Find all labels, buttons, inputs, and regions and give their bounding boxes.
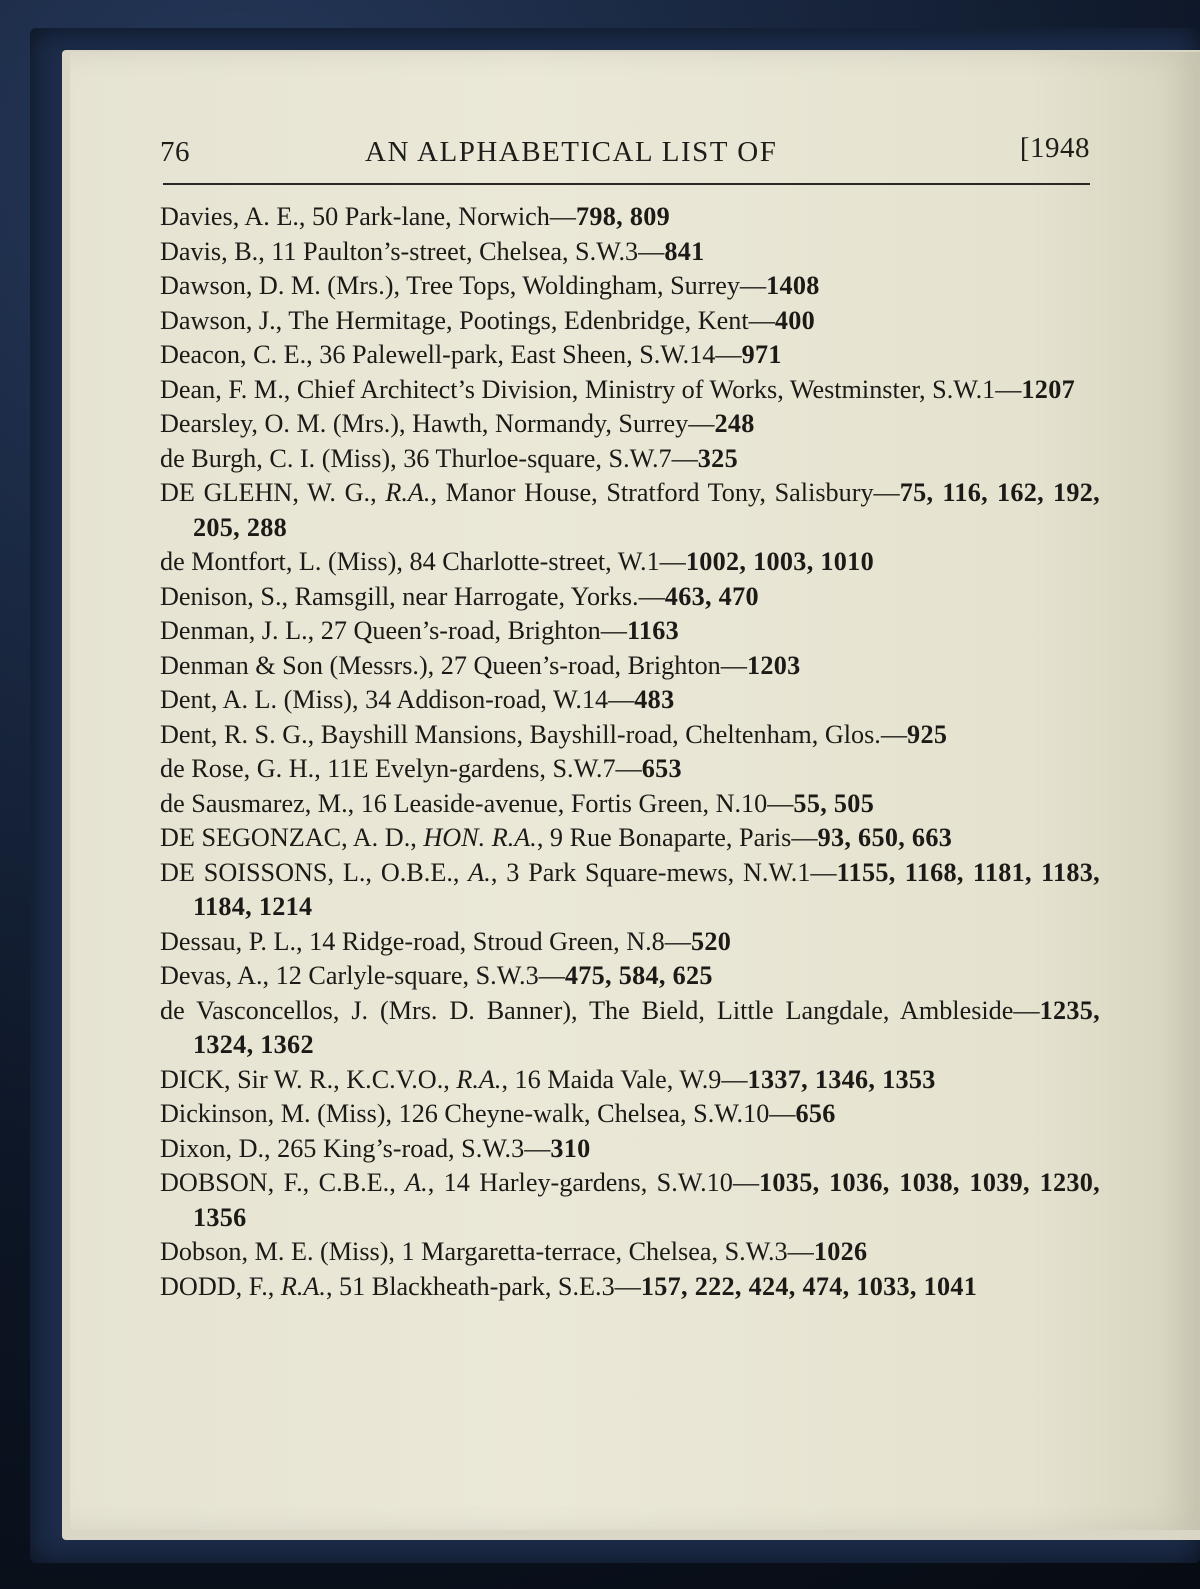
entry-name-address: DOBSON, F., C.B.E., <box>160 1168 406 1197</box>
list-item <box>160 959 1100 994</box>
entry-address: , 16 Maida Vale, W.9— <box>501 1064 748 1094</box>
entry-catalogue-numbers: 520 <box>690 926 732 956</box>
entry-name-address: Denman & Son (Messrs.), 27 Queen’s-road, Brighton— <box>160 650 747 680</box>
entry-name-address: Denman, J. L., 27 Queen’s-road, Brighton— <box>160 616 627 645</box>
list-item <box>160 545 1100 580</box>
list-item <box>160 476 1100 545</box>
entry-name-address: Dessau, P. L., 14 Ridge-road, Stroud Green, N.8— <box>160 926 691 956</box>
entry-catalogue-numbers: 325 <box>697 443 738 473</box>
entry-name-address: de Rose, G. H., 11E Evelyn-gardens, S.W.7— <box>160 754 642 783</box>
entry-name-address: de Montfort, L. (Miss), 84 Charlotte-street, W.1— <box>160 547 686 576</box>
entry-address: , 9 Rue Bonaparte, Paris— <box>536 823 818 852</box>
list-item <box>160 1097 1100 1132</box>
entry-name-address: Dawson, D. M. (Mrs.), Tree Tops, Woldingham, Surrey— <box>160 271 767 300</box>
list-item <box>160 787 1100 822</box>
list-item <box>160 856 1100 925</box>
entry-name-address: Dent, R. S. G., Bayshill Mansions, Bayshill-road, Cheltenham, Glos.— <box>160 719 908 749</box>
list-item <box>160 1063 1100 1098</box>
entry-catalogue-numbers: 1235, 1324, 1362 <box>193 995 1100 1059</box>
entry-name-address: DE SOISSONS, L., O.B.E., <box>160 857 469 887</box>
list-item <box>160 580 1100 615</box>
entry-catalogue-numbers: 1207 <box>1021 374 1075 404</box>
entry-address: , 14 Harley-gardens, S.W.10— <box>427 1168 760 1197</box>
list-item <box>160 1166 1100 1235</box>
list-item <box>160 1132 1100 1167</box>
entry-catalogue-numbers: 1408 <box>766 271 820 300</box>
entry-catalogue-numbers: 841 <box>664 236 705 266</box>
entry-catalogue-numbers: 1155, 1168, 1181, 1183, 1184, 1214 <box>193 857 1101 921</box>
entry-name-address: Deacon, C. E., 36 Palewell-park, East Sheen, S.W.14— <box>160 340 742 369</box>
list-item <box>160 338 1100 373</box>
entry-distinction: R.A. <box>280 1271 326 1301</box>
list-item <box>160 1235 1100 1270</box>
page-title: AN ALPHABETICAL LIST OF <box>365 136 778 168</box>
list-item <box>160 407 1100 442</box>
entry-catalogue-numbers: 1163 <box>626 616 680 645</box>
entry-name-address: Devas, A., 12 Carlyle-square, S.W.3— <box>160 961 565 990</box>
list-item <box>160 752 1100 787</box>
entry-distinction: A. <box>468 857 491 887</box>
entry-catalogue-numbers: 310 <box>550 1133 591 1163</box>
entry-list <box>160 200 1100 1304</box>
entry-name-address: Davis, B., 11 Paulton’s-street, Chelsea, S.W.3— <box>160 236 665 266</box>
entry-name-address: Dean, F. M., Chief Architect’s Division, Ministry of Works, Westminster, S.W.1— <box>160 374 1022 404</box>
entry-catalogue-numbers: 463, 470 <box>664 581 759 611</box>
entry-name-address: Dawson, J., The Hermitage, Pootings, Edenbridge, Kent— <box>160 305 775 335</box>
header-rule <box>163 183 1090 185</box>
entry-name-address: de Vasconcellos, J. (Mrs. D. Banner), The Bield, Little Langdale, Ambleside— <box>160 995 1040 1025</box>
entry-address: , 3 Park Square-mews, N.W.1— <box>490 857 837 887</box>
entry-name-address: Davies, A. E., 50 Park-lane, Norwich— <box>160 202 576 231</box>
entry-catalogue-numbers: 475, 584, 625 <box>564 961 713 990</box>
entry-distinction: A. <box>405 1168 428 1197</box>
entry-catalogue-numbers: 1002, 1003, 1010 <box>685 547 874 576</box>
entry-name-address: Dickinson, M. (Miss), 126 Cheyne-walk, Chelsea, S.W.10— <box>160 1099 796 1128</box>
entry-name-address: de Burgh, C. I. (Miss), 36 Thurloe-square, S.W.7— <box>160 443 698 473</box>
header-year: [1948 <box>1019 132 1090 164</box>
entry-catalogue-numbers: 1026 <box>813 1237 868 1266</box>
list-item <box>160 235 1100 270</box>
entry-distinction: HON. R.A. <box>423 823 537 852</box>
list-item <box>160 821 1100 856</box>
entry-address: , 51 Blackheath-park, S.E.3— <box>325 1271 641 1301</box>
entry-address: , Manor House, Stratford Tony, Salisbury— <box>430 478 900 507</box>
entry-catalogue-numbers: 400 <box>774 305 816 335</box>
list-item <box>160 925 1100 960</box>
list-item <box>160 718 1100 753</box>
entry-catalogue-numbers: 93, 650, 663 <box>817 823 953 852</box>
entry-catalogue-numbers: 1337, 1346, 1353 <box>747 1064 936 1094</box>
entry-name-address: DE SEGONZAC, A. D., <box>160 823 424 852</box>
entry-catalogue-numbers: 656 <box>795 1099 836 1128</box>
entry-name-address: DODD, F., <box>160 1271 281 1301</box>
entry-catalogue-numbers: 925 <box>907 719 948 749</box>
entry-name-address: DICK, Sir W. R., K.C.V.O., <box>160 1064 457 1094</box>
entry-distinction: R.A. <box>385 478 431 507</box>
entry-catalogue-numbers: 55, 505 <box>793 788 875 818</box>
entry-name-address: DE GLEHN, W. G., <box>160 478 386 507</box>
entry-name-address: Dixon, D., 265 King’s-road, S.W.3— <box>160 1133 551 1163</box>
entry-catalogue-numbers: 157, 222, 424, 474, 1033, 1041 <box>640 1271 978 1301</box>
list-item <box>160 683 1100 718</box>
list-item <box>160 200 1100 235</box>
entry-catalogue-numbers: 653 <box>641 754 682 783</box>
entry-name-address: Denison, S., Ramsgill, near Harrogate, Yorks.— <box>160 581 665 611</box>
entry-name-address: Dent, A. L. (Miss), 34 Addison-road, W.14— <box>160 685 635 714</box>
list-item <box>160 442 1100 477</box>
entry-catalogue-numbers: 971 <box>741 340 782 369</box>
list-item <box>160 994 1100 1063</box>
page-number: 76 <box>160 136 190 168</box>
list-item <box>160 269 1100 304</box>
list-item <box>160 1270 1100 1305</box>
entry-catalogue-numbers: 75, 116, 162, 192, 205, 288 <box>193 478 1100 542</box>
entry-catalogue-numbers: 798, 809 <box>576 202 671 231</box>
entry-catalogue-numbers: 1203 <box>746 650 801 680</box>
entry-catalogue-numbers: 483 <box>634 685 675 714</box>
list-item <box>160 304 1100 339</box>
entry-catalogue-numbers: 248 <box>714 409 755 438</box>
entry-name-address: de Sausmarez, M., 16 Leaside-avenue, Fortis Green, N.10— <box>160 788 794 818</box>
entry-catalogue-numbers: 1035, 1036, 1038, 1039, 1230, 1356 <box>193 1168 1100 1232</box>
list-item <box>160 649 1100 684</box>
entry-distinction: R.A. <box>456 1064 502 1094</box>
entry-name-address: Dearsley, O. M. (Mrs.), Hawth, Normandy, Surrey— <box>160 409 715 438</box>
list-item <box>160 373 1100 408</box>
running-header <box>160 132 1090 176</box>
list-item <box>160 614 1100 649</box>
entry-name-address: Dobson, M. E. (Miss), 1 Margaretta-terrace, Chelsea, S.W.3— <box>160 1237 814 1266</box>
